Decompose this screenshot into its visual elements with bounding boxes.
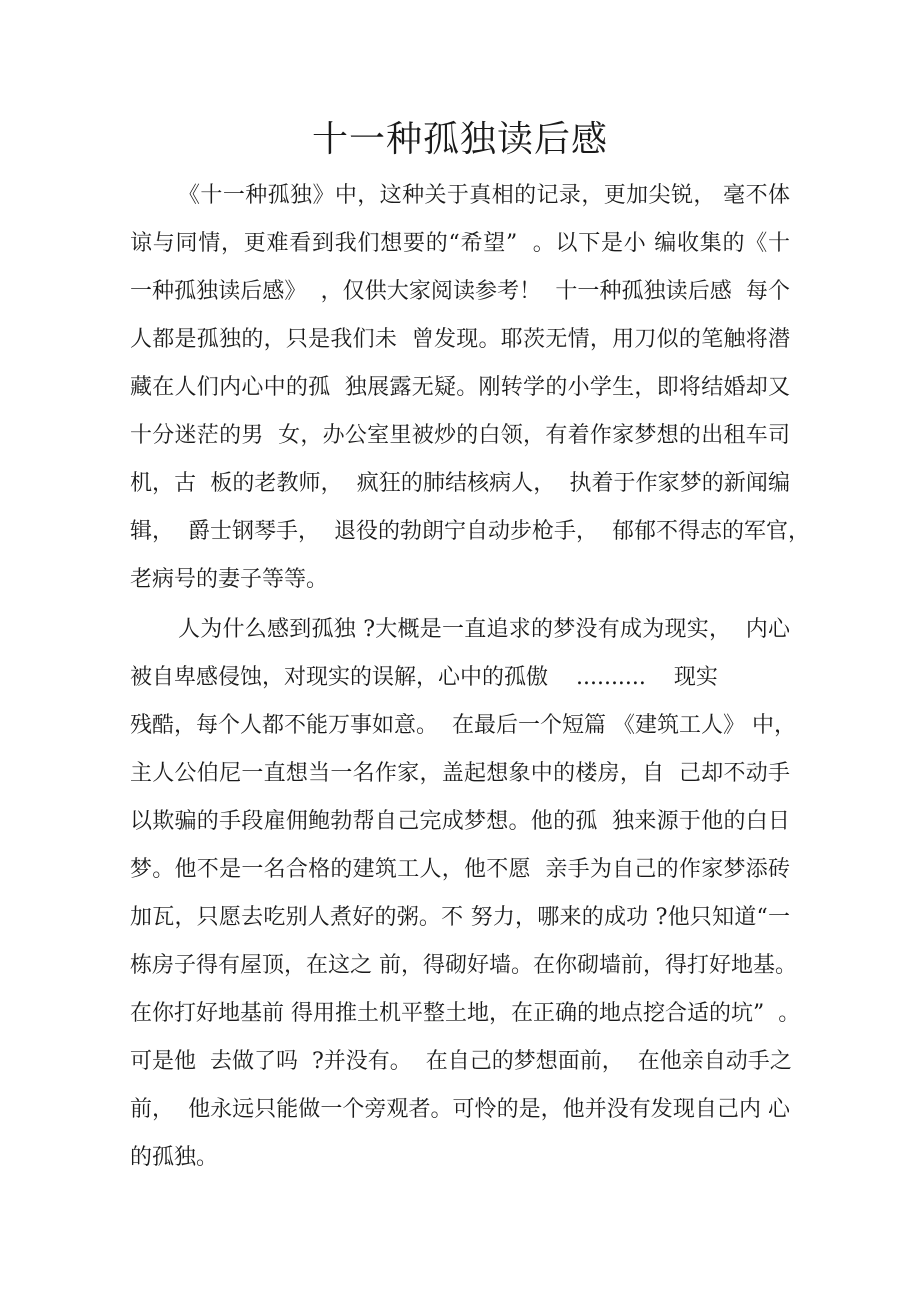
paragraph-2-line-10: 可是他 去做了吗 ?并没有。 在自己的梦想面前， 在他亲自动手之: [130, 1049, 792, 1074]
paragraph-2-line-7: 加瓦，只愿去吃别人煮好的粥。不 努力，哪来的成功 ?他只知道“一: [130, 905, 790, 930]
paragraph-2-line-1: 人为什么感到孤独 ?大概是一直追求的梦没有成为现实， 内心: [178, 617, 790, 642]
paragraph-1-line-7: 机，古 板的老教师， 疯狂的肺结核病人， 执着于作家梦的新闻编: [130, 471, 790, 496]
paragraph-1-line-4: 人都是孤独的，只是我们未 曾发现。耶茨无情，用刀似的笔触将潜: [130, 327, 790, 352]
paragraph-2-line-6: 梦。他不是一名合格的建筑工人，他不愿 亲手为自己的作家梦添砖: [130, 857, 790, 882]
paragraph-1-line-8: 辑， 爵士钢琴手， 退役的勃朗宁自动步枪手， 郁郁不得志的军官，: [130, 519, 810, 544]
document-title: 十一种孤独读后感: [311, 119, 608, 160]
paragraph-2-line-2: 被自卑感侵蚀，对现实的误解，心中的孤傲 .......... 现实: [130, 665, 718, 690]
paragraph-1-line-6: 十分迷茫的男 女，办公室里被炒的白领，有着作家梦想的出租车司: [130, 423, 790, 448]
paragraph-2-line-8: 栋房子得有屋顶，在这之 前，得砌好墙。在你砌墙前，得打好地基。: [130, 953, 797, 978]
paragraph-2-line-12: 的孤独。: [130, 1145, 219, 1170]
paragraph-2-line-9: 在你打好地基前 得用推土机平整土地，在正确的地点挖合适的坑” 。: [130, 1001, 801, 1026]
paragraph-1-line-2: 谅与同情，更难看到我们想要的“希望” 。以下是小 编收集的《十: [130, 231, 790, 256]
paragraph-1-line-1: 《十一种孤独》中，这种关于真相的记录，更加尖锐， 毫不体: [178, 183, 790, 208]
paragraph-2-line-4: 主人公伯尼一直想当一名作家，盖起想象中的楼房，自 己却不动手: [130, 761, 790, 786]
paragraph-1-line-5: 藏在人们内心中的孤 独展露无疑。刚转学的小学生，即将结婚却又: [130, 375, 790, 400]
paragraph-2-line-3: 残酷，每个人都不能万事如意。 在最后一个短篇 《建筑工人》 中，: [130, 713, 796, 738]
paragraph-2-line-5: 以欺骗的手段雇佣鲍勃帮自己完成梦想。他的孤 独来源于他的白日: [130, 809, 790, 834]
paragraph-1-line-3: 一种孤独读后感》 ，仅供大家阅读参考！ 十一种孤独读后感 每个: [130, 279, 790, 304]
paragraph-1-line-9: 老病号的妻子等等。: [130, 567, 329, 592]
paragraph-2-line-11: 前， 他永远只能做一个旁观者。可怜的是，他并没有发现自己内 心: [130, 1097, 790, 1122]
